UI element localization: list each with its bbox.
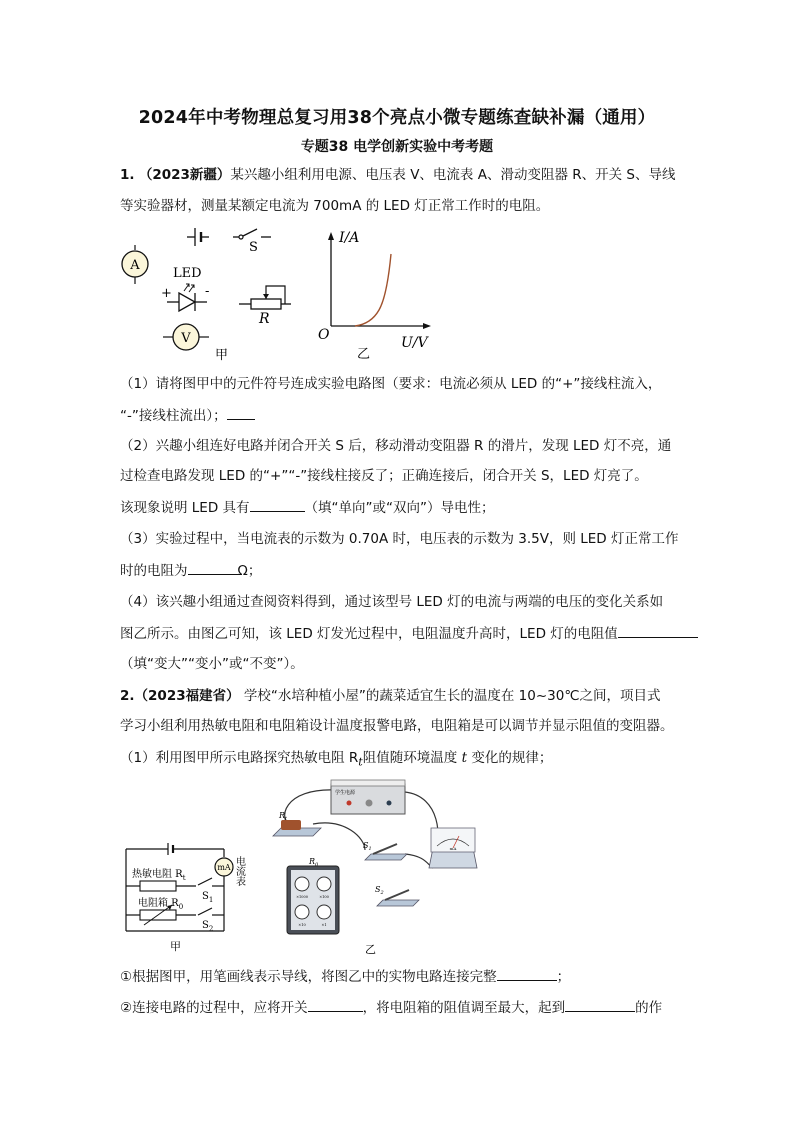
q2-step2-line (120, 997, 662, 1018)
dial-label-100: ×100 (319, 895, 329, 899)
q1-intro-line-1 (120, 165, 676, 185)
device-rt-label: $R_t$ (279, 811, 288, 822)
q1-part3-text-b1: 时的电阻为 (120, 563, 188, 579)
device-s1-label: $S_1$ (363, 841, 372, 852)
q2-step2-text-b: ，将电阻箱的阻值调至最大，起到 (362, 1000, 566, 1016)
q1-part1-line-b (120, 405, 255, 426)
q2-figure-physical-setup (265, 778, 480, 958)
q1-part2-line-a: （2）兴趣小组连好电路并闭合开关 S 后，移动滑动变阻器 R 的滑片，发现 LED 灯不亮，通 (120, 438, 672, 454)
q2-part1-line (120, 748, 552, 773)
q2-source: （2023福建省） (134, 688, 240, 704)
q2-intro-line-1 (120, 686, 661, 706)
thermistor-label: 热敏电阻 $R_t$ (132, 869, 186, 882)
q1-figure-components (115, 222, 305, 362)
q2-step1-text-b: ； (556, 969, 571, 985)
q1-part4-answer-blank[interactable] (618, 623, 698, 638)
q2-figure-a-caption: 甲 (170, 940, 181, 953)
q1-part3-line-b (120, 560, 261, 581)
switch-s2-device (375, 885, 419, 906)
rheostat-label: R (259, 311, 270, 327)
q1-part1-line-a: （1）请将图甲中的元件符号连成实验电路图（要求：电流必须从 LED 的“+”接线柱流入， (120, 376, 662, 392)
q1-source: （2023新疆） (138, 167, 231, 183)
q2-step2-text-c: 的作 (635, 1000, 663, 1016)
q1-part3-answer-blank[interactable] (188, 560, 238, 575)
q2-step1-text-a: ①根据图甲，用笔画线表示导线，将图乙中的实物电路连接完整 (120, 969, 497, 985)
switch-label: S (249, 240, 258, 255)
q1-part4-line-c: （填“变大”“变小”或“不变”）。 (120, 656, 304, 672)
q1-part2-text-c1: 该现象说明 LED 具有 (120, 500, 250, 516)
power-supply-label: 学生电源 (335, 790, 356, 796)
switch-s1-device (363, 841, 407, 860)
q2-part1-t-symbol: t (461, 750, 468, 766)
resistance-box-label: 电阻箱 $R_0$ (138, 898, 184, 911)
rheostat-symbol (239, 286, 291, 309)
q2-step2-text-a: ②连接电路的过程中，应将开关 (120, 1000, 308, 1016)
q2-figure-circuit (118, 835, 268, 955)
power-supply (331, 780, 405, 814)
q1-part2-answer-blank[interactable] (250, 497, 305, 512)
figure-b-caption: 乙 (357, 347, 371, 360)
q2-step2-answer-blank-2[interactable] (565, 997, 635, 1012)
graph-x-axis-label: U/V (401, 335, 428, 351)
voltmeter-letter: V (181, 331, 191, 346)
q1-part4-line-a: （4）该兴趣小组通过查阅资料得到，通过该型号 LED 灯的电流与两端的电压的变化关系如 (120, 594, 664, 610)
figure-a-caption: 甲 (215, 348, 229, 362)
q1-part2-text-c2: （填“单向”或“双向”）导电性； (304, 500, 495, 516)
resistance-box-device (287, 857, 339, 934)
switch-symbol (233, 229, 271, 239)
q2-part1-text-b: 阻值随环境温度 (362, 750, 458, 766)
milliammeter-letter: mA (217, 863, 231, 872)
q2-part1-text-a: （1）利用图甲所示电路探究热敏电阻 R (120, 750, 359, 766)
iu-curve (355, 254, 391, 326)
q2-intro-text-1: 学校“水培种植小屋”的蔬菜适宜生长的温度在 10~30℃之间，项目式 (243, 688, 661, 704)
graph-y-axis-label: I/A (339, 230, 360, 246)
q2-step1-line (120, 966, 570, 987)
q2-step1-answer-blank[interactable] (497, 966, 557, 981)
voltmeter-symbol (163, 324, 209, 350)
dial-label-10: ×10 (298, 923, 306, 927)
dial-label-1000: ×1000 (296, 895, 308, 899)
q1-intro-line-2: 等实验器材，测量某额定电流为 700mA 的 LED 灯正常工作时的电阻。 (120, 198, 550, 214)
q1-number: 1. (120, 167, 135, 183)
q1-part3-text-b2: Ω； (237, 563, 262, 579)
document-subtitle: 专题38 电学创新实验中考考题 (300, 139, 494, 155)
ammeter-symbol (122, 245, 148, 284)
graph-origin-label: O (318, 327, 330, 343)
document-title: 2024年中考物理总复习用38个亮点小微专题练查缺补漏（通用） (138, 108, 656, 128)
q2-part1-text-c: 变化的规律； (471, 750, 553, 766)
battery-symbol (187, 228, 209, 246)
q1-intro-text-1: 某兴趣小组利用电源、电压表 V、电流表 A、滑动变阻器 R、开关 S、导线 (230, 167, 676, 183)
q1-part3-line-a: （3）实验过程中，当电流表的示数为 0.70A 时，电压表的示数为 3.5V，则 LED 灯正常工作 (120, 531, 679, 547)
dial-label-1: ×1 (321, 923, 327, 927)
milliammeter-device-unit: mA (449, 846, 457, 851)
milliammeter-device (429, 828, 477, 868)
q2-number: 2. (120, 688, 135, 704)
q1-part2-line-c (120, 497, 495, 518)
q2-intro-line-2: 学习小组利用热敏电阻和电阻箱设计温度报警电路，电阻箱是可以调节并显示阻值的变阻器。 (120, 718, 674, 734)
led-label: LED (173, 266, 202, 281)
switch-s1-label: $S_1$ (202, 891, 214, 904)
led-minus-label: - (205, 284, 210, 299)
q2-figure-b-caption: 乙 (365, 943, 376, 956)
switch-s2-label: $S_2$ (202, 920, 214, 933)
q1-part1-text-b: “-”接线柱流出）； (120, 408, 227, 424)
q2-step2-answer-blank-1[interactable] (308, 997, 363, 1012)
led-symbol (167, 284, 210, 311)
device-s2-label: $S_2$ (375, 885, 384, 896)
device-r0-label: $R_0$ (309, 857, 319, 868)
milliammeter-label: 电流表 (233, 856, 245, 886)
q1-figure-iu-graph (315, 226, 445, 360)
q1-part4-line-b (120, 623, 698, 644)
q1-part2-line-b: 过检查电路发现 LED 的“+”“-”接线柱接反了；正确连接后，闭合开关 S，LED 灯亮了。 (120, 468, 648, 484)
q1-part4-text-b: 图乙所示。由图乙可知，该 LED 灯发光过程中，电阻温度升高时，LED 灯的电阻值 (120, 626, 618, 642)
q1-part1-answer-blank[interactable] (227, 405, 255, 420)
q2-part1-rt-subscript: t (358, 755, 363, 769)
led-plus-label: + (161, 286, 172, 301)
ammeter-letter: A (130, 258, 140, 273)
